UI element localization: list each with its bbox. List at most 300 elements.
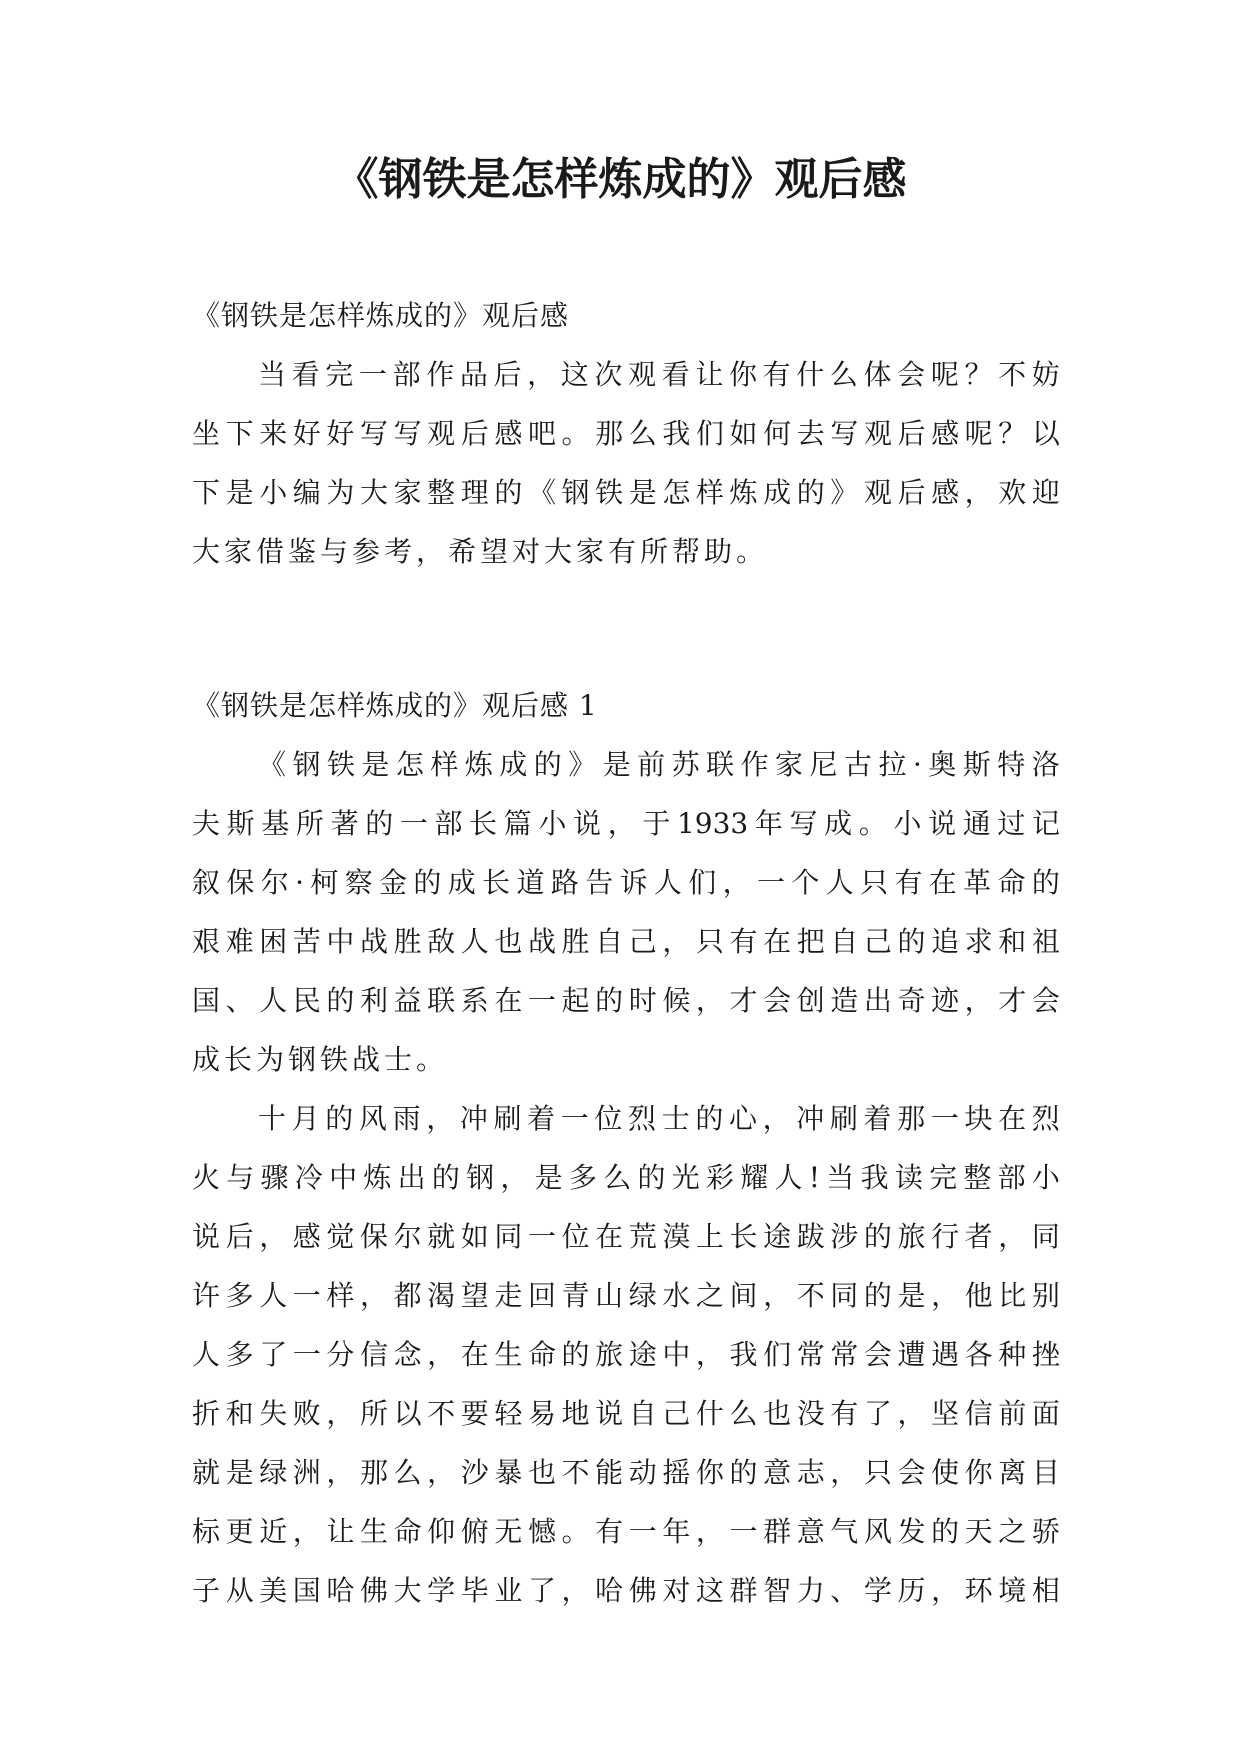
glyph: 离 [998, 1456, 1027, 1489]
glyph: 感 [931, 476, 960, 509]
glyph: 奥 [928, 748, 957, 781]
glyph: 环 [964, 1574, 993, 1607]
glyph: 1933 [676, 807, 749, 840]
glyph: 中 [326, 925, 355, 958]
glyph: 中 [329, 1161, 358, 1194]
glyph: 铁 [595, 476, 624, 509]
glyph: 在 [460, 1338, 489, 1371]
glyph: 月 [291, 1102, 320, 1135]
glyph: 。 [561, 1515, 590, 1548]
glyph: 胜 [393, 925, 422, 958]
glyph: 》 [568, 748, 597, 781]
glyph: 同 [494, 1220, 523, 1253]
glyph: 我 [662, 417, 691, 450]
glyph: 后 [225, 1220, 254, 1253]
glyph: 才 [729, 984, 758, 1017]
glyph: 间 [729, 1279, 758, 1312]
glyph: 的 [796, 476, 825, 509]
glyph: 何 [763, 417, 792, 450]
glyph: 暴 [494, 1456, 523, 1489]
glyph: ？ [964, 358, 993, 391]
glyph: 系 [460, 984, 489, 1017]
glyph: ， [695, 1338, 724, 1371]
glyph: 一 [628, 1515, 657, 1548]
glyph: 人 [825, 866, 854, 899]
glyph: 感 [931, 417, 960, 450]
glyph: ， [998, 1220, 1027, 1253]
glyph: 发 [897, 1515, 926, 1548]
glyph: 骄 [1031, 1515, 1060, 1548]
glyph: 长 [729, 1220, 758, 1253]
glyph: 我 [729, 1338, 758, 1371]
glyph: 写 [830, 417, 859, 450]
glyph: 部 [434, 807, 463, 840]
glyph: ， [964, 476, 993, 509]
glyph: 去 [796, 417, 825, 450]
glyph: ， [763, 1279, 792, 1312]
glyph: 胜 [561, 925, 590, 958]
paragraph-line [192, 1266, 1060, 1325]
glyph: 作 [426, 358, 455, 391]
glyph: ， [964, 984, 993, 1017]
glyph: 挫 [1031, 1338, 1060, 1371]
glyph: 上 [695, 1220, 724, 1253]
glyph: 感 [292, 1220, 321, 1253]
glyph: 只 [863, 1456, 892, 1489]
glyph: 没 [796, 1397, 825, 1430]
glyph: 在 [595, 1220, 624, 1253]
glyph: ， [500, 1161, 529, 1194]
glyph: 人 [653, 866, 682, 899]
glyph: 位 [561, 1220, 590, 1253]
glyph: 渴 [427, 1279, 456, 1312]
glyph: 作 [740, 748, 769, 781]
glyph: 金 [379, 866, 408, 899]
glyph: 了 [527, 1574, 556, 1607]
glyph: 一 [527, 1220, 556, 1253]
glyph: · [295, 866, 304, 899]
glyph: 好 [292, 417, 321, 450]
glyph: 跋 [796, 1220, 825, 1253]
glyph: 常 [796, 1338, 825, 1371]
glyph: 天 [964, 1515, 993, 1548]
glyph: 相 [1031, 1574, 1060, 1607]
glyph: 看 [291, 358, 320, 391]
glyph: 比 [998, 1279, 1027, 1312]
paragraph-line [192, 1384, 1060, 1443]
glyph: 样 [326, 1279, 355, 1312]
glyph: ， [359, 1279, 388, 1312]
paragraph-line [192, 1207, 1060, 1266]
glyph: 在 [928, 866, 957, 899]
glyph: 望 [460, 1279, 489, 1312]
glyph: 钢 [466, 1161, 495, 1194]
glyph: 联 [706, 748, 735, 781]
glyph: 如 [460, 1220, 489, 1253]
glyph: 苏 [671, 748, 700, 781]
glyph: 地 [561, 1397, 590, 1430]
glyph: 、 [225, 984, 254, 1017]
document-title: 《钢铁是怎样炼成的》观后感 [334, 154, 907, 205]
glyph: 智 [763, 1574, 792, 1607]
glyph: 求 [964, 925, 993, 958]
glyph: 骤 [260, 1161, 289, 1194]
glyph: 以 [1031, 417, 1060, 450]
glyph: 战 [359, 925, 388, 958]
paragraph-line [192, 735, 1060, 794]
glyph: 呢 [930, 358, 959, 391]
glyph: 意 [763, 1456, 792, 1489]
glyph: 不 [427, 1397, 456, 1430]
glyph: 觉 [326, 1220, 355, 1253]
glyph: 观 [863, 417, 892, 450]
glyph: 么 [603, 1161, 632, 1194]
glyph: 易 [527, 1397, 556, 1430]
glyph: 有 [595, 1515, 624, 1548]
glyph: 的 [1031, 866, 1060, 899]
glyph: 后 [460, 417, 489, 450]
glyph: 心 [728, 1102, 757, 1135]
glyph: 炼 [729, 476, 758, 509]
glyph: 的 [637, 1161, 666, 1194]
glyph: ， [561, 1574, 590, 1607]
glyph: 前 [998, 1397, 1027, 1430]
glyph: 观 [427, 417, 456, 450]
glyph: 俯 [460, 1515, 489, 1548]
glyph: 雨 [392, 1102, 421, 1135]
glyph: ， [292, 1515, 321, 1548]
glyph: 完 [325, 358, 354, 391]
intro-heading: 《钢铁是怎样炼成的》观后感 [192, 299, 570, 332]
glyph: ， [607, 807, 636, 840]
glyph: 近 [259, 1515, 288, 1548]
glyph: 的 [561, 1338, 590, 1371]
glyph: 后 [493, 358, 522, 391]
glyph: ， [897, 1397, 926, 1430]
glyph: 哈 [326, 1574, 355, 1607]
glyph: 洲 [292, 1456, 321, 1489]
glyph: 要 [460, 1397, 489, 1430]
glyph: 前 [637, 748, 666, 781]
glyph: 让 [695, 358, 724, 391]
glyph: 己 [628, 925, 657, 958]
glyph: 奇 [897, 984, 926, 1017]
glyph: 整 [963, 1161, 992, 1194]
glyph: 察 [344, 866, 373, 899]
glyph: 大 [393, 1574, 422, 1607]
glyph: 了 [259, 1338, 288, 1371]
glyph: 次 [594, 358, 623, 391]
glyph: 风 [358, 1102, 387, 1135]
glyph: 你 [728, 358, 757, 391]
glyph: 《 [527, 476, 556, 509]
glyph: 哈 [595, 1574, 624, 1607]
glyph: 保 [359, 1220, 388, 1253]
glyph: 写 [359, 417, 388, 450]
glyph: 途 [628, 1338, 657, 1371]
glyph: 力 [796, 1574, 825, 1607]
glyph: 信 [964, 1397, 993, 1430]
glyph: 的 [325, 1102, 354, 1135]
glyph: 夫 [192, 807, 221, 840]
glyph: 当 [258, 358, 287, 391]
glyph: 我 [860, 1161, 889, 1194]
glyph: 古 [843, 748, 872, 781]
glyph: 刷 [829, 1102, 858, 1135]
glyph: 欢 [998, 476, 1027, 509]
glyph: 水 [662, 1279, 691, 1312]
glyph: 块 [964, 1102, 993, 1135]
glyph: 理 [460, 476, 489, 509]
glyph: 于 [642, 807, 671, 840]
glyph: 品 [459, 358, 488, 391]
glyph: 行 [931, 1220, 960, 1253]
glyph: 别 [1031, 1279, 1060, 1312]
glyph: 感 [494, 417, 523, 450]
glyph: 那 [359, 1456, 388, 1489]
glyph: 许 [192, 1279, 221, 1312]
glyph: 位 [594, 1102, 623, 1135]
glyph: 困 [259, 925, 288, 958]
glyph: 多 [568, 1161, 597, 1194]
glyph: 使 [931, 1456, 960, 1489]
glyph: 轻 [494, 1397, 523, 1430]
glyph: 会 [763, 984, 792, 1017]
glyph: 憾 [527, 1515, 556, 1548]
glyph: 命 [393, 1515, 422, 1548]
paragraph-line [192, 794, 1060, 853]
glyph: 个 [791, 866, 820, 899]
glyph: 所 [359, 1397, 388, 1430]
glyph: 小 [1031, 1161, 1060, 1194]
glyph: 青 [561, 1279, 590, 1312]
glyph: 写 [393, 417, 422, 450]
glyph: 利 [359, 984, 388, 1017]
glyph: 山 [595, 1279, 624, 1312]
glyph: 者 [964, 1220, 993, 1253]
glyph: 是 [225, 1456, 254, 1489]
glyph: 回 [527, 1279, 556, 1312]
glyph: 长 [469, 807, 498, 840]
glyph: 尼 [809, 748, 838, 781]
glyph: 耀 [740, 1161, 769, 1194]
glyph: 造 [830, 984, 859, 1017]
glyph: 也 [494, 925, 523, 958]
glyph: 的 [729, 1456, 758, 1489]
glyph: 后 [897, 476, 926, 509]
glyph: 斯 [226, 807, 255, 840]
glyph: ， [762, 1102, 791, 1135]
glyph: 斯 [962, 748, 991, 781]
glyph: 生 [359, 1515, 388, 1548]
glyph: 在 [998, 1102, 1027, 1135]
section-heading: 《钢铁是怎样炼成的》观后感 1 [192, 689, 598, 722]
glyph: 多 [225, 1338, 254, 1371]
glyph: 整 [427, 476, 456, 509]
glyph: 沙 [460, 1456, 489, 1489]
glyph: 他 [964, 1279, 993, 1312]
glyph: 祖 [1031, 925, 1060, 958]
glyph: 历 [897, 1574, 926, 1607]
glyph: 著 [330, 807, 359, 840]
glyph: 革 [963, 866, 992, 899]
glyph: 学 [427, 1574, 456, 1607]
glyph: 诉 [619, 866, 648, 899]
glyph: 风 [863, 1515, 892, 1548]
glyph: 面 [1031, 1397, 1060, 1430]
glyph: 出 [863, 984, 892, 1017]
glyph: 人 [774, 1161, 803, 1194]
glyph: 编 [292, 476, 321, 509]
glyph: 的 [595, 984, 624, 1017]
section1-paragraph2 [192, 1089, 1060, 1620]
glyph: 士 [661, 1102, 690, 1135]
glyph: 妨 [1031, 358, 1060, 391]
glyph: 种 [998, 1338, 1027, 1371]
paragraph-line [192, 1502, 1060, 1561]
glyph: 怎 [395, 748, 424, 781]
glyph: 业 [494, 1574, 523, 1607]
glyph: 绿 [259, 1456, 288, 1489]
glyph: 各 [964, 1338, 993, 1371]
glyph: 旅 [897, 1220, 926, 1253]
glyph: 炼 [464, 748, 493, 781]
glyph: 那 [897, 1102, 926, 1135]
glyph: 有 [894, 866, 923, 899]
glyph: 告 [585, 866, 614, 899]
glyph: 一 [399, 807, 428, 840]
glyph: 联 [427, 984, 456, 1017]
glyph: 国 [192, 984, 221, 1017]
glyph: 在 [763, 925, 792, 958]
glyph: 么 [829, 358, 858, 391]
glyph: 一 [729, 1515, 758, 1548]
glyph: 更 [225, 1515, 254, 1548]
glyph: 只 [860, 866, 889, 899]
glyph: 国 [292, 1574, 321, 1607]
glyph: 一 [930, 1102, 959, 1135]
glyph: 生 [494, 1338, 523, 1371]
glyph: 中 [662, 1338, 691, 1371]
glyph: 什 [796, 358, 825, 391]
glyph: 什 [695, 1397, 724, 1430]
glyph: 年 [662, 1515, 691, 1548]
glyph: 的 [413, 866, 442, 899]
glyph: 一 [757, 866, 786, 899]
glyph: 钢 [292, 748, 321, 781]
glyph: 会 [897, 1456, 926, 1489]
glyph: 无 [494, 1515, 523, 1548]
glyph: 群 [763, 1515, 792, 1548]
glyph: 部 [997, 1161, 1026, 1194]
glyph: ， [427, 1338, 456, 1371]
glyph: 自 [628, 1397, 657, 1430]
glyph: 烈 [628, 1102, 657, 1135]
glyph: 走 [494, 1279, 523, 1312]
paragraph-line [192, 971, 1060, 1030]
glyph: 》 [830, 476, 859, 509]
glyph: 、 [830, 1574, 859, 1607]
glyph: 让 [326, 1515, 355, 1548]
glyph: 就 [192, 1456, 221, 1489]
glyph: 出 [397, 1161, 426, 1194]
glyph: ， [695, 1515, 724, 1548]
paragraph-line [192, 1561, 1060, 1620]
glyph: 和 [225, 1397, 254, 1430]
glyph: 过 [997, 807, 1026, 840]
glyph: 自 [595, 925, 624, 958]
glyph: ， [326, 1456, 355, 1489]
glyph: 是 [602, 748, 631, 781]
glyph: 完 [929, 1161, 958, 1194]
glyph: 保 [226, 866, 255, 899]
glyph: 后 [897, 417, 926, 450]
glyph: 同 [830, 1279, 859, 1312]
paragraph-line [192, 912, 1060, 971]
glyph: 也 [527, 1456, 556, 1489]
glyph: 着 [863, 1102, 892, 1135]
glyph: 和 [998, 925, 1027, 958]
glyph: 旅 [595, 1338, 624, 1371]
glyph: 彩 [705, 1161, 734, 1194]
glyph: 创 [796, 984, 825, 1017]
glyph: 常 [830, 1338, 859, 1371]
glyph: 样 [430, 748, 459, 781]
glyph: 坚 [931, 1397, 960, 1430]
glyph: 的 [863, 1279, 892, 1312]
glyph: 摇 [662, 1456, 691, 1489]
glyph: 十 [258, 1102, 287, 1135]
glyph: 尔 [393, 1220, 422, 1253]
glyph: 吧 [527, 417, 556, 450]
glyph: 涉 [830, 1220, 859, 1253]
glyph: 成 [824, 807, 853, 840]
glyph: 钢 [561, 476, 590, 509]
glyph: 志 [796, 1456, 825, 1489]
glyph: 记 [1031, 807, 1060, 840]
glyph: 之 [998, 1515, 1027, 1548]
glyph: 们 [763, 1338, 792, 1371]
glyph: 敌 [427, 925, 456, 958]
glyph: 的 [533, 748, 562, 781]
glyph: 同 [1031, 1220, 1060, 1253]
glyph: 子 [192, 1574, 221, 1607]
glyph: 成 [499, 748, 528, 781]
glyph: 拉 [878, 748, 907, 781]
glyph: 遭 [897, 1338, 926, 1371]
glyph: 都 [393, 1279, 422, 1312]
glyph: 柯 [310, 866, 339, 899]
glyph: 小 [538, 807, 567, 840]
glyph: ， [722, 866, 751, 899]
glyph: 时 [628, 984, 657, 1017]
glyph: 的 [863, 1220, 892, 1253]
glyph: 。 [858, 807, 887, 840]
glyph: ， [426, 1102, 455, 1135]
glyph: 年 [754, 807, 783, 840]
glyph: 怎 [662, 476, 691, 509]
glyph: 候 [662, 984, 691, 1017]
glyph: 会 [1031, 984, 1060, 1017]
glyph: ， [259, 1220, 288, 1253]
glyph: 火 [192, 1161, 221, 1194]
glyph: 己 [863, 925, 892, 958]
glyph: 呢 [964, 417, 993, 450]
paragraph-line [192, 404, 1060, 463]
glyph: 小 [893, 807, 922, 840]
glyph: 有 [762, 358, 791, 391]
glyph: 有 [830, 1397, 859, 1430]
